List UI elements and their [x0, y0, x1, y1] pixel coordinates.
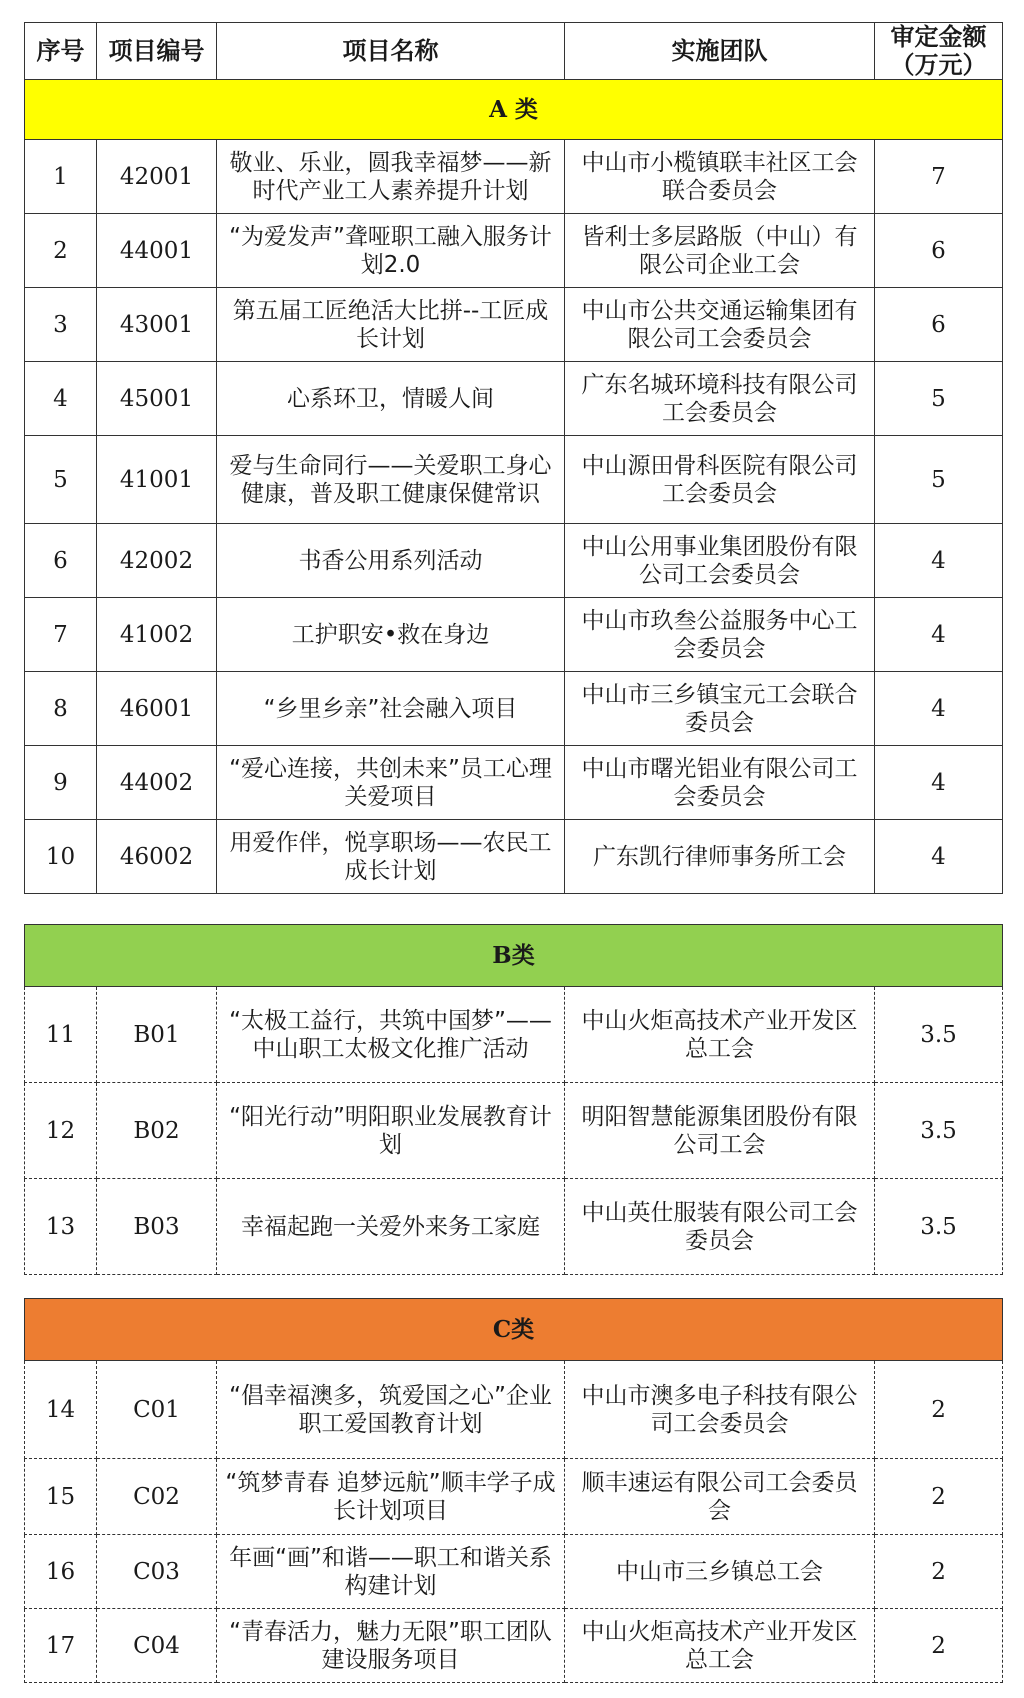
category-b-header-row	[25, 925, 1003, 987]
cell-name: “筑梦青春 追梦远航”顺丰学子成长计划项目	[217, 1459, 565, 1535]
table-row	[25, 746, 1003, 820]
category-b-body	[25, 925, 1003, 1275]
cell-name: “乡里乡亲”社会融入项目	[217, 672, 565, 746]
cell-code: B02	[97, 1083, 217, 1179]
cell-code: 42001	[97, 140, 217, 214]
cell-seq: 14	[25, 1361, 97, 1459]
cell-code: 46001	[97, 672, 217, 746]
table-row	[25, 820, 1003, 894]
table-row	[25, 1179, 1003, 1275]
cell-seq: 16	[25, 1535, 97, 1609]
cell-team: 中山市曙光铝业有限公司工会委员会	[565, 746, 875, 820]
cell-name: 工护职安•救在身边	[217, 598, 565, 672]
table-row	[25, 1459, 1003, 1535]
cell-code: C04	[97, 1609, 217, 1683]
table-row	[25, 288, 1003, 362]
cell-amount: 2	[875, 1361, 1003, 1459]
cell-name: “太极工益行，共筑中国梦”——中山职工太极文化推广活动	[217, 987, 565, 1083]
cell-team: 中山市小榄镇联丰社区工会联合委员会	[565, 140, 875, 214]
cell-team: 中山市公共交通运输集团有限公司工会委员会	[565, 288, 875, 362]
table-row	[25, 362, 1003, 436]
cell-code: 44001	[97, 214, 217, 288]
category-b-table	[24, 924, 1003, 1275]
cell-seq: 11	[25, 987, 97, 1083]
cell-code: 41002	[97, 598, 217, 672]
cell-seq: 7	[25, 598, 97, 672]
cell-code: B01	[97, 987, 217, 1083]
cell-name: 第五届工匠绝活大比拼--工匠成长计划	[217, 288, 565, 362]
cell-name: 年画“画”和谐——职工和谐关系构建计划	[217, 1535, 565, 1609]
table-row	[25, 214, 1003, 288]
cell-seq: 4	[25, 362, 97, 436]
table-row	[25, 524, 1003, 598]
cell-code: B03	[97, 1179, 217, 1275]
header-name: 项目名称	[217, 23, 565, 80]
cell-name: 心系环卫，情暖人间	[217, 362, 565, 436]
cell-code: C03	[97, 1535, 217, 1609]
cell-team: 顺丰速运有限公司工会委员会	[565, 1459, 875, 1535]
cell-seq: 5	[25, 436, 97, 524]
table-row	[25, 1535, 1003, 1609]
category-c-header-row	[25, 1299, 1003, 1361]
cell-amount: 4	[875, 820, 1003, 894]
cell-name: 爱与生命同行——关爱职工身心健康，普及职工健康保健常识	[217, 436, 565, 524]
cell-name: 用爱作伴，悦享职场——农民工成长计划	[217, 820, 565, 894]
category-a-header-row	[25, 80, 1003, 140]
cell-name: “青春活力，魅力无限”职工团队建设服务项目	[217, 1609, 565, 1683]
cell-name: “倡幸福澳多，筑爱国之心”企业职工爱国教育计划	[217, 1361, 565, 1459]
cell-code: 44002	[97, 746, 217, 820]
cell-seq: 15	[25, 1459, 97, 1535]
cell-seq: 12	[25, 1083, 97, 1179]
cell-amount: 3.5	[875, 987, 1003, 1083]
cell-amount: 2	[875, 1535, 1003, 1609]
cell-name: “为爱发声”聋哑职工融入服务计划2.0	[217, 214, 565, 288]
cell-team: 皆利士多层路版（中山）有限公司企业工会	[565, 214, 875, 288]
table-row	[25, 1361, 1003, 1459]
cell-amount: 2	[875, 1459, 1003, 1535]
cell-code: 45001	[97, 362, 217, 436]
category-b-label: B类	[25, 925, 1003, 987]
cell-team: 中山市三乡镇总工会	[565, 1535, 875, 1609]
table-row	[25, 1609, 1003, 1683]
cell-code: 43001	[97, 288, 217, 362]
category-c-label: C类	[25, 1299, 1003, 1361]
category-c-body	[25, 1299, 1003, 1683]
cell-amount: 4	[875, 746, 1003, 820]
cell-amount: 5	[875, 362, 1003, 436]
cell-team: 明阳智慧能源集团股份有限公司工会	[565, 1083, 875, 1179]
category-c-table	[24, 1298, 1003, 1683]
cell-team: 广东凯行律师事务所工会	[565, 820, 875, 894]
cell-name: 幸福起跑一关爱外来务工家庭	[217, 1179, 565, 1275]
cell-seq: 13	[25, 1179, 97, 1275]
cell-code: C01	[97, 1361, 217, 1459]
table-row	[25, 436, 1003, 524]
cell-seq: 1	[25, 140, 97, 214]
header-team: 实施团队	[565, 23, 875, 80]
category-a-body	[25, 80, 1003, 894]
cell-team: 中山火炬高技术产业开发区总工会	[565, 1609, 875, 1683]
cell-seq: 8	[25, 672, 97, 746]
table-row	[25, 1083, 1003, 1179]
cell-team: 中山市三乡镇宝元工会联合委员会	[565, 672, 875, 746]
cell-code: 46002	[97, 820, 217, 894]
cell-amount: 3.5	[875, 1083, 1003, 1179]
cell-amount: 6	[875, 214, 1003, 288]
cell-team: 中山市澳多电子科技有限公司工会委员会	[565, 1361, 875, 1459]
cell-amount: 7	[875, 140, 1003, 214]
cell-seq: 9	[25, 746, 97, 820]
header-row	[25, 23, 1003, 80]
cell-team: 中山公用事业集团股份有限公司工会委员会	[565, 524, 875, 598]
cell-amount: 4	[875, 598, 1003, 672]
cell-team: 中山源田骨科医院有限公司工会委员会	[565, 436, 875, 524]
cell-name: 书香公用系列活动	[217, 524, 565, 598]
cell-team: 中山火炬高技术产业开发区总工会	[565, 987, 875, 1083]
cell-code: 41001	[97, 436, 217, 524]
cell-amount: 4	[875, 524, 1003, 598]
cell-amount: 3.5	[875, 1179, 1003, 1275]
cell-code: 42002	[97, 524, 217, 598]
cell-seq: 2	[25, 214, 97, 288]
cell-team: 中山市玖叁公益服务中心工会委员会	[565, 598, 875, 672]
cell-code: C02	[97, 1459, 217, 1535]
table-row	[25, 987, 1003, 1083]
cell-amount: 4	[875, 672, 1003, 746]
cell-amount: 2	[875, 1609, 1003, 1683]
cell-seq: 17	[25, 1609, 97, 1683]
table-row	[25, 672, 1003, 746]
header-code: 项目编号	[97, 23, 217, 80]
cell-amount: 5	[875, 436, 1003, 524]
table-row	[25, 598, 1003, 672]
category-a-table	[24, 22, 1003, 894]
category-a-label: A 类	[25, 80, 1003, 140]
cell-amount: 6	[875, 288, 1003, 362]
cell-name: “爱心连接，共创未来”员工心理关爱项目	[217, 746, 565, 820]
cell-team: 中山英仕服装有限公司工会委员会	[565, 1179, 875, 1275]
table-row	[25, 140, 1003, 214]
cell-seq: 6	[25, 524, 97, 598]
cell-name: 敬业、乐业，圆我幸福梦——新时代产业工人素养提升计划	[217, 140, 565, 214]
cell-seq: 10	[25, 820, 97, 894]
header-amount: 审定金额（万元）	[875, 23, 1003, 80]
cell-team: 广东名城环境科技有限公司工会委员会	[565, 362, 875, 436]
header-seq: 序号	[25, 23, 97, 80]
cell-seq: 3	[25, 288, 97, 362]
cell-name: “阳光行动”明阳职业发展教育计划	[217, 1083, 565, 1179]
